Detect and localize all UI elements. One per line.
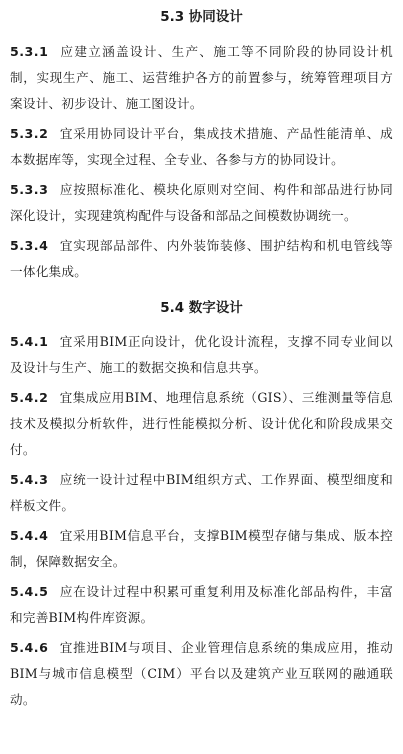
clause-5-4-2 — [10, 385, 393, 463]
clause-text: 应统一设计过程中BIM组织方式、工作界面、模型细度和样板文件。 — [10, 472, 393, 513]
clause-number: 5.4.6 — [10, 640, 49, 655]
clause-5-3-2 — [10, 121, 393, 173]
clause-text: 宜采用BIM正向设计，优化设计流程，支撑不同专业间以及设计与生产、施工的数据交换和信息共享。 — [10, 334, 393, 375]
clause-text: 应在设计过程中积累可重复利用及标准化部品构件，丰富和完善BIM构件库资源。 — [10, 584, 393, 625]
clause-5-3-4 — [10, 233, 393, 285]
clause-5-3-1 — [10, 39, 393, 117]
section-title-5-4: 5.4 数字设计 — [160, 300, 243, 316]
clause-number: 5.3.4 — [10, 238, 49, 253]
clause-5-4-6 — [10, 635, 393, 713]
clause-number: 5.3.2 — [10, 126, 49, 141]
clause-number: 5.3.1 — [10, 44, 49, 59]
clause-number: 5.4.2 — [10, 390, 49, 405]
clause-text: 宜采用协同设计平台，集成技术措施、产品性能清单、成本数据库等，实现全过程、全专业、各参与方的协同设计。 — [10, 126, 393, 167]
clause-text: 应建立涵盖设计、生产、施工等不同阶段的协同设计机制，实现生产、施工、运营维护各方的前置参与，统筹管理项目方案设计、初步设计、施工图设计。 — [10, 44, 393, 111]
clause-5-4-5 — [10, 579, 393, 631]
clause-5-4-1 — [10, 329, 393, 381]
clause-text: 应按照标准化、模块化原则对空间、构件和部品进行协同深化设计，实现建筑构配件与设备和部品之间模数协调统一。 — [10, 182, 393, 223]
clause-number: 5.4.5 — [10, 584, 49, 599]
clause-number: 5.4.1 — [10, 334, 49, 349]
clause-5-3-3 — [10, 177, 393, 229]
clause-5-4-4 — [10, 523, 393, 575]
clause-text: 宜集成应用BIM、地理信息系统（GIS）、三维测量等信息技术及模拟分析软件，进行性能模拟分析、设计优化和阶段成果交付。 — [10, 390, 393, 457]
clause-text: 宜实现部品部件、内外装饰装修、围护结构和机电管线等一体化集成。 — [10, 238, 393, 279]
clause-text: 宜推进BIM与项目、企业管理信息系统的集成应用，推动BIM与城市信息模型（CIM）平台以及建筑产业互联网的融通联动。 — [10, 640, 393, 707]
clause-number: 5.4.3 — [10, 472, 49, 487]
clause-number: 5.4.4 — [10, 528, 49, 543]
clause-text: 宜采用BIM信息平台，支撑BIM模型存储与集成、版本控制，保障数据安全。 — [10, 528, 393, 569]
clause-number: 5.3.3 — [10, 182, 49, 197]
clause-5-4-3 — [10, 467, 393, 519]
section-title-5-3: 5.3 协同设计 — [160, 9, 243, 25]
